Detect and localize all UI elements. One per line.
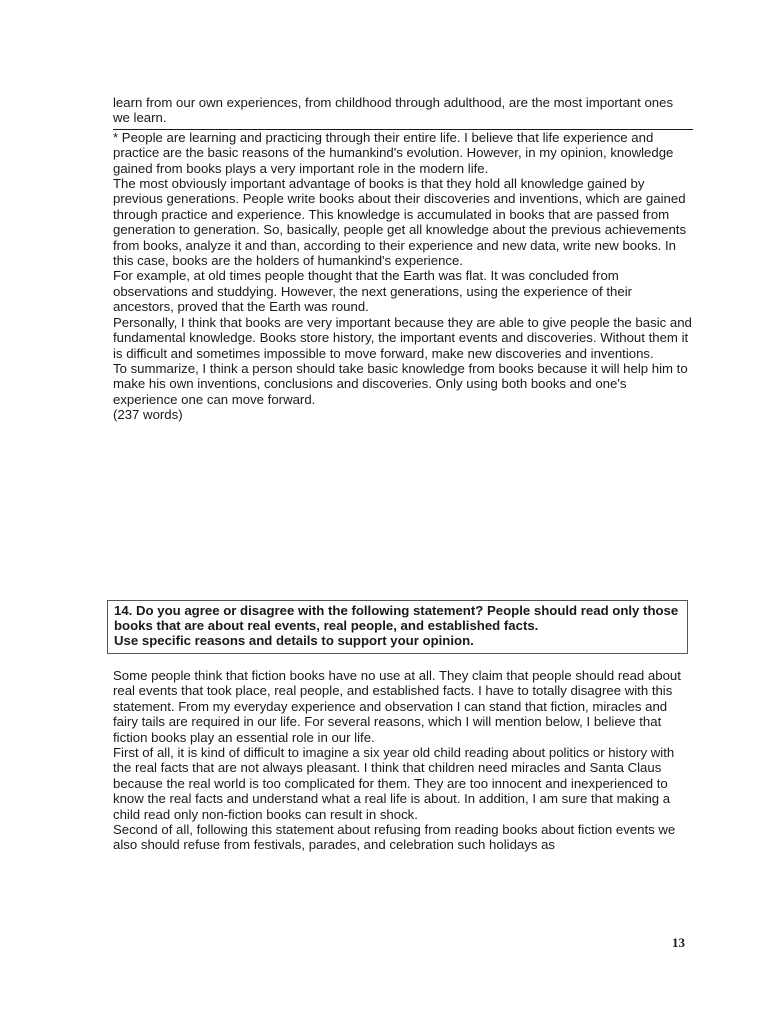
essay-1-paragraph-5: To summarize, I think a person should take basic knowledge from books because it will help him to make his own inventions, conclusions and discoveries. Only using both books and one's experience one can move forward.	[113, 360, 688, 407]
essay-2-paragraph-2: First of all, it is kind of difficult to imagine a six year old child reading about politics or history with the real facts that are not always pleasant. I think that children need miracles and Santa Claus because the real world is too complicated for them. They are too innocent and inexperienced to know the real facts and understand what a real life is about. In addition, I am sure that making a child read only non-fiction books can result in shock.	[113, 745, 675, 822]
essay-2-paragraph-1: Some people think that fiction books have no use at all. They claim that people should read about real events that took place, real people, and established facts. I have to totally disagree with this statement. From my everyday experience and observation I can stand that fiction, miracles and fairy tails are required in our life. For several reasons, which I will mention below, I believe that fiction books play an essential role in our life.	[113, 668, 681, 745]
essay-2-paragraph-3: Second of all, following this statement about refusing from reading books about fiction events we also should refuse from festivals, parades, and celebration such holidays as	[113, 822, 676, 853]
word-count: (237 words)	[113, 407, 183, 423]
page-number: 13	[672, 935, 685, 950]
essay-1-section	[113, 95, 693, 423]
question-box	[107, 600, 688, 654]
essay-1-paragraph-2: The most obviously important advantage of books is that they hold all knowledge gained by previous generations. People write books about their discoveries and inventions, which are gained through practice and experience. This knowledge is accumulated in books that are passed from generation to generation. So, basically, people get all knowledge about the previous achievements from books, analyze it and than, according to their experience and new data, write new books. In this case, books are the holders of humankind's experience.	[113, 176, 687, 269]
essay-2-section	[113, 668, 693, 853]
question-prompt: 14. Do you agree or disagree with the following statement? People should read only those books that are about real events, real people, and established facts.	[114, 603, 679, 634]
essay-1-paragraph-4: Personally, I think that books are very important because they are able to give people the basic and fundamental knowledge. Books store history, the important events and discoveries. Without them it is difficult and sometimes impossible to move forward, make new discoveries and inventions.	[113, 314, 692, 361]
question-instruction: Use specific reasons and details to support your opinion.	[114, 633, 474, 649]
essay-1-paragraph-1: * People are learning and practicing through their entire life. I believe that life experience and practice are the basic reasons of the humankind's evolution. However, in my opinion, knowledge gained from books plays a very important role in the modern life.	[113, 129, 674, 176]
essay-1-paragraph-3: For example, at old times people thought that the Earth was flat. It was concluded from observations and studdying. However, the next generations, using the experience of their ancestors, proved that the Earth was round.	[113, 268, 633, 315]
continuation-text: learn from our own experiences, from childhood through adulthood, are the most important ones we learn.	[113, 95, 693, 130]
